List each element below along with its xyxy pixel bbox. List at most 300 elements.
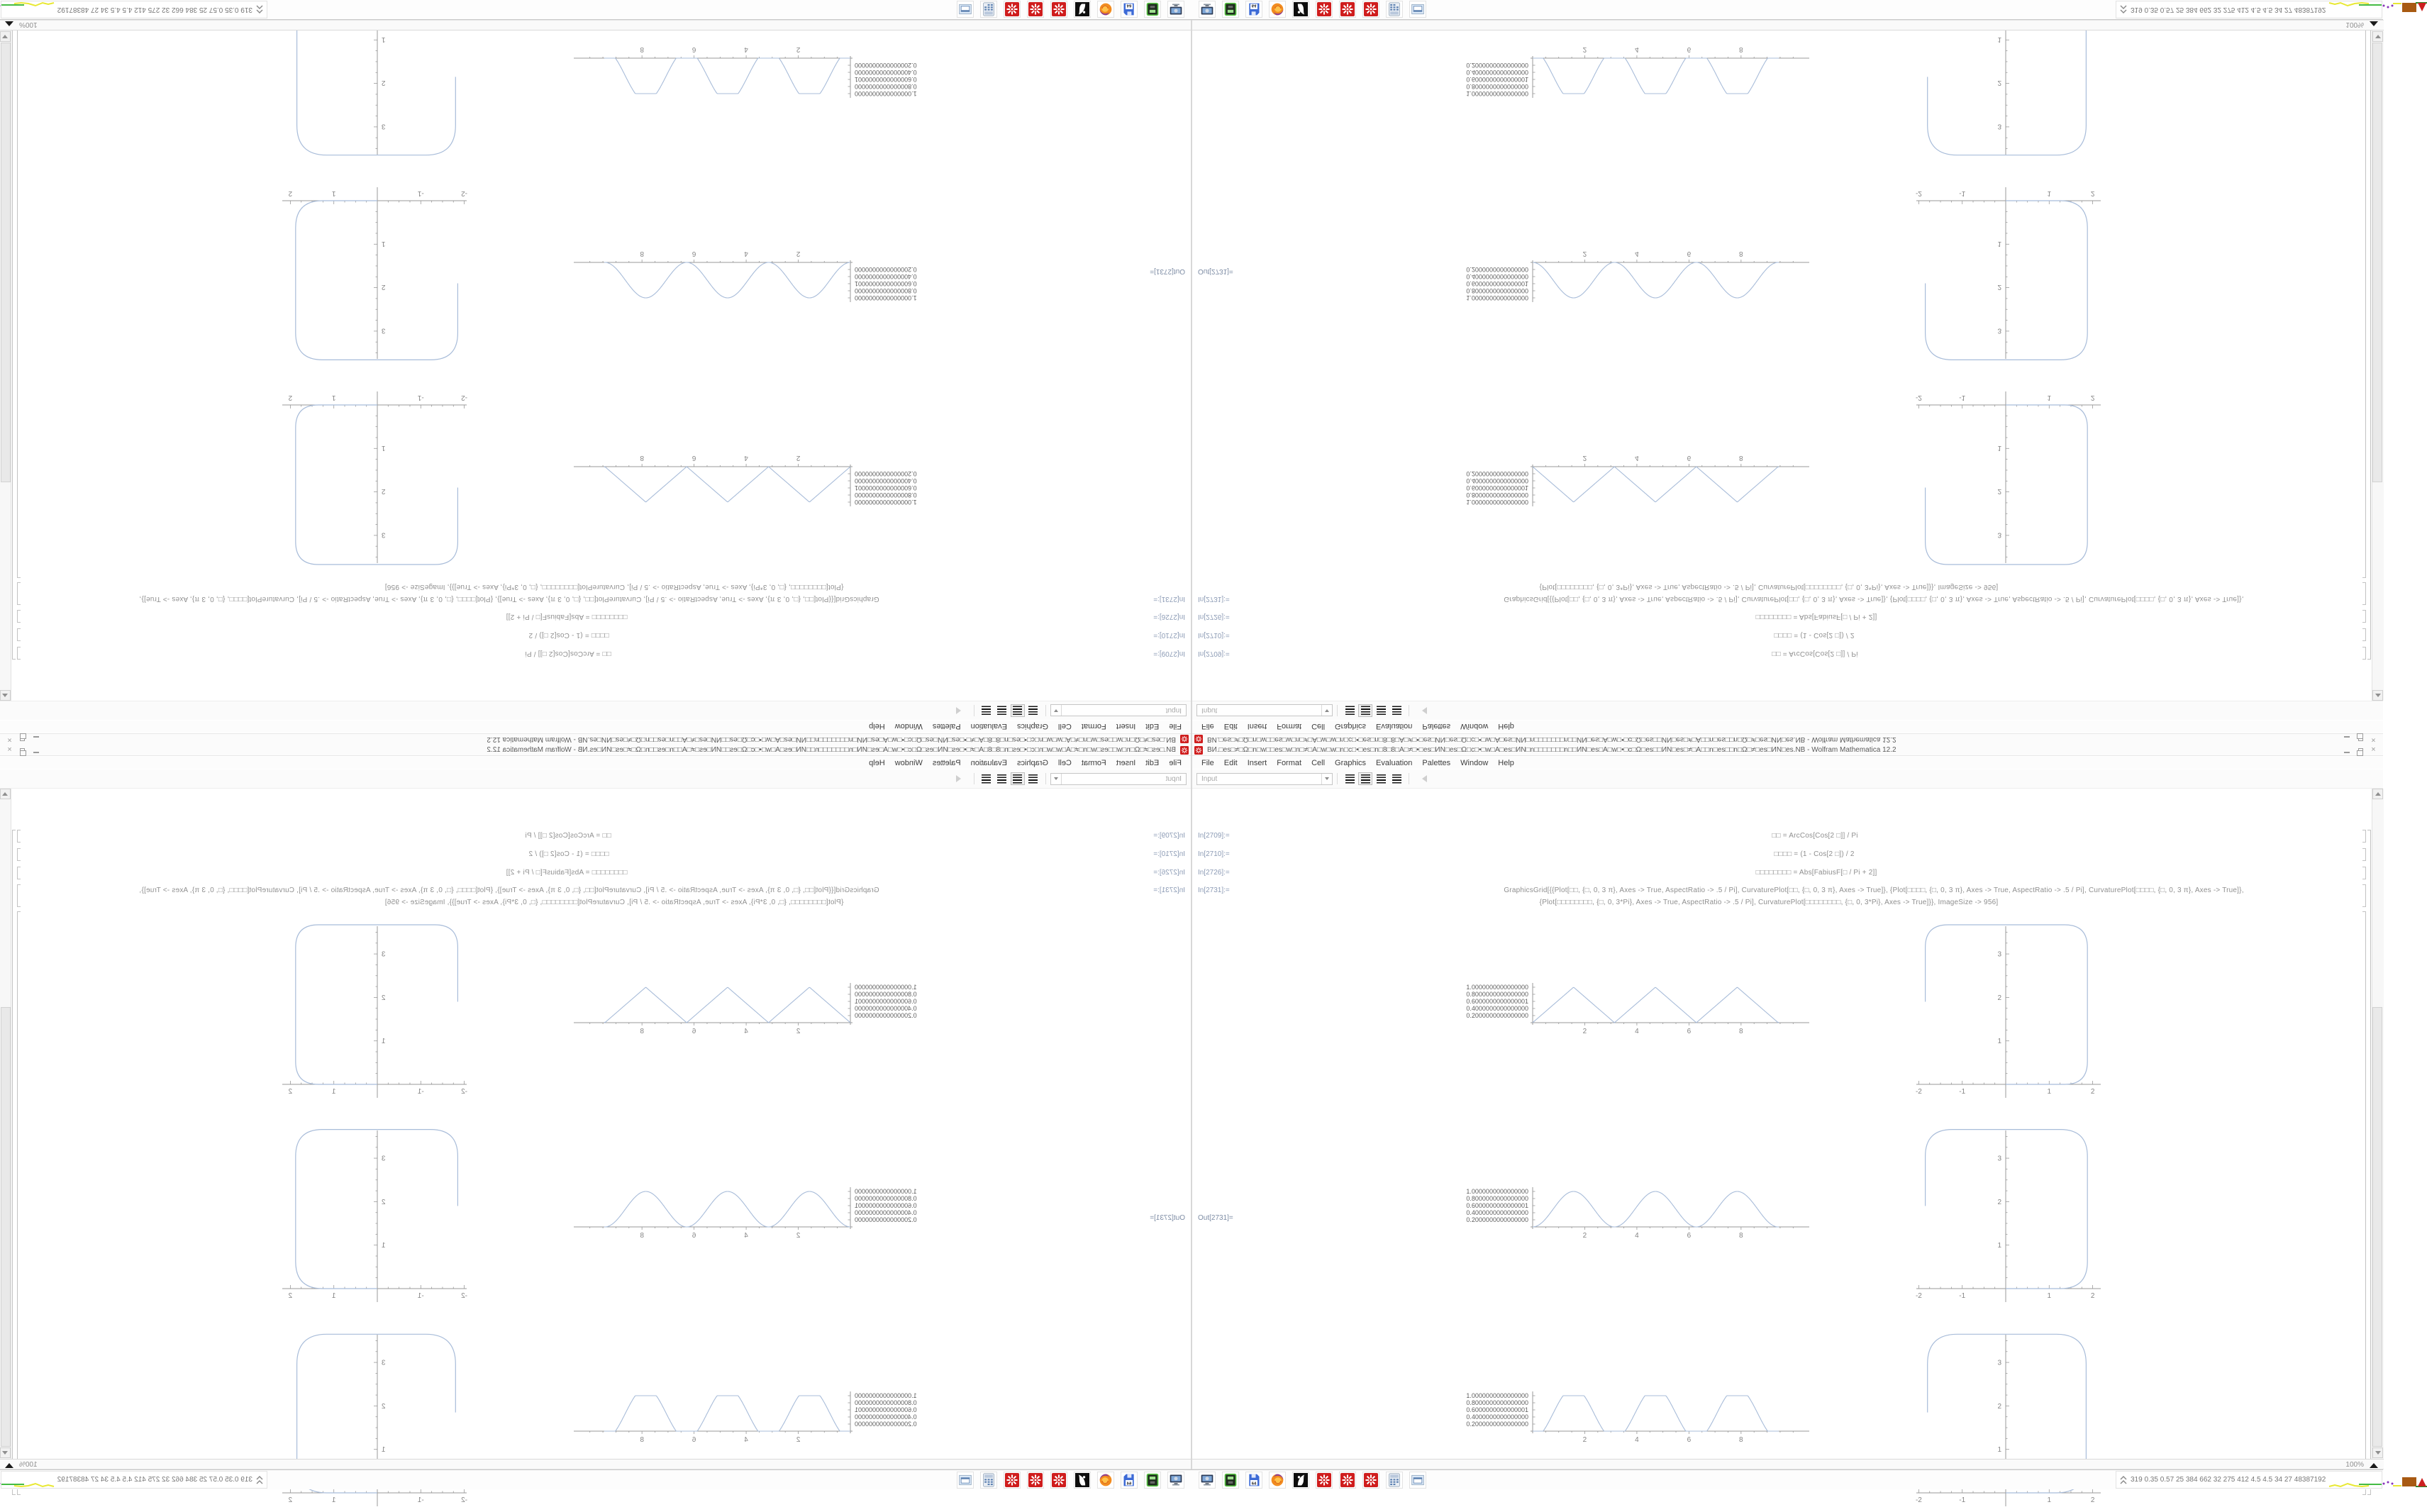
taskbar-icon-calculator[interactable] [980, 1, 997, 18]
minimize-button[interactable] [2343, 735, 2350, 743]
scroll-up-button[interactable] [0, 789, 11, 799]
svg-text:-2: -2 [1916, 1088, 1922, 1096]
align-left-button[interactable] [1026, 704, 1040, 717]
svg-text:2: 2 [2091, 1496, 2095, 1504]
dropdown-button[interactable] [1321, 706, 1332, 716]
svg-text:0.2000000000000000: 0.2000000000000000 [855, 1216, 917, 1223]
svg-text:8: 8 [1739, 454, 1743, 462]
taskbar-icon-mathematica-1[interactable] [1050, 1472, 1067, 1489]
svg-text:6: 6 [1687, 1028, 1692, 1035]
svg-text:8: 8 [1739, 45, 1743, 53]
menu-edit[interactable]: Edit [1140, 759, 1164, 767]
svg-text:8: 8 [1739, 250, 1743, 257]
restore-button[interactable] [19, 746, 27, 754]
format-toolbar [1192, 701, 2383, 720]
svg-text:4: 4 [1635, 45, 1639, 53]
cell-label-in2710: In[2710]:= [1153, 631, 1185, 639]
svg-text:0.6000000000000001: 0.6000000000000001 [1466, 1202, 1528, 1209]
menu-edit[interactable]: Edit [1219, 759, 1243, 767]
align-right-button[interactable] [1374, 772, 1388, 785]
menu-window[interactable]: Window [890, 723, 928, 731]
input-in2731-line1[interactable]: GraphicsGrid[{{Plot[□□, {□, 0, 3 π}, Axes -> True, AspectRatio -> .5 / Pi], CurvaturePlot[□□, {□, 0, 3 π}, Axes -> True]}, {Plot[□□□□, {□, 0, 3 π}, Axes -> True, AspectRatio -> .5 / Pi], CurvaturePlot[□□□□, {□, 0, 3 π}, Axes -> True]}, [139, 886, 879, 894]
menu-palettes[interactable]: Palettes [1417, 723, 1455, 731]
menu-help[interactable]: Help [1493, 759, 1519, 767]
menu-graphics[interactable]: Graphics [1330, 723, 1371, 731]
justify-button[interactable] [1389, 772, 1404, 785]
system-monitor-sparklines [0, 1, 55, 18]
taskbar-icon-floppy-64[interactable] [1121, 1472, 1138, 1489]
mathematica-spikey-icon [1180, 746, 1189, 755]
curvature-plot-2 [1914, 1129, 2104, 1308]
taskbar-icon-mathematica-2[interactable] [1339, 1472, 1356, 1489]
svg-text:0.2000000000000000: 0.2000000000000000 [1466, 1421, 1528, 1428]
svg-text:0.4000000000000000: 0.4000000000000000 [855, 1413, 917, 1421]
cell-bracket-in2726[interactable] [17, 610, 21, 623]
cell-bracket-in2710[interactable] [17, 628, 21, 641]
taskbar-icon-mathematica-2[interactable] [1027, 1472, 1044, 1489]
cell-bracket-in2709[interactable] [17, 830, 21, 843]
cell-group-bracket[interactable] [12, 0, 16, 660]
input-in2710[interactable]: □□□□ = (1 - Cos[2 □]) / 2 [528, 850, 609, 858]
menu-evaluation[interactable]: Evaluation [1371, 759, 1417, 767]
cell-bracket-in2731[interactable] [2362, 582, 2366, 605]
taskbar-icon-calculator[interactable] [980, 1472, 997, 1489]
magnification-value[interactable]: 100% [19, 1461, 38, 1469]
align-left-button[interactable] [1343, 772, 1357, 785]
svg-text:-2: -2 [461, 1292, 467, 1300]
window-titlebar[interactable] [0, 733, 1191, 745]
svg-text:3: 3 [1997, 951, 2001, 959]
svg-text:2: 2 [288, 1088, 292, 1096]
cell-bracket-in2709[interactable] [2362, 647, 2366, 660]
notebook-area[interactable] [0, 789, 1191, 1459]
justify-button[interactable] [979, 772, 994, 785]
collapse-toolbar-icon[interactable] [956, 707, 961, 714]
dropdown-button[interactable] [1051, 774, 1062, 784]
taskbar-icon-calculator[interactable] [1386, 1, 1403, 18]
taskbar-icon-display-settings[interactable] [1167, 1472, 1184, 1489]
svg-text:0.6000000000000001: 0.6000000000000001 [1466, 484, 1528, 491]
taskbar-icon-mathematica-2[interactable] [1339, 1, 1356, 18]
scroll-down-button[interactable] [0, 1447, 11, 1458]
justify-button[interactable] [1389, 704, 1404, 717]
svg-text:2: 2 [2091, 1088, 2095, 1096]
cell-style-dropdown[interactable] [1196, 705, 1333, 717]
svg-text:-1: -1 [1959, 189, 1965, 197]
window-titlebar[interactable] [1192, 733, 2383, 745]
horizontal-scrollbar[interactable] [1192, 1459, 2384, 1469]
cell-bracket-in2731[interactable] [17, 582, 21, 605]
align-right-button[interactable] [995, 772, 1009, 785]
taskbar-icon-window-app[interactable] [957, 1, 974, 18]
menu-edit[interactable]: Edit [1140, 723, 1164, 731]
align-right-button[interactable] [995, 704, 1009, 717]
menu-file[interactable]: File [1196, 759, 1219, 767]
dropdown-button[interactable] [1321, 774, 1332, 784]
input-in2731-line2[interactable]: {Plot[□□□□□□□□, {□, 0, 3*Pi}, Axes -> True, AspectRatio -> .5 / Pi], CurvaturePlot[□□□□□□□□, {□, 0, 3*Pi}, Axes -> True]}}, ImageSize -> 956] [1540, 583, 1999, 591]
firefox-icon [1099, 1473, 1113, 1487]
menu-cell[interactable]: Cell [1306, 759, 1330, 767]
taskbar-icon-mathematica-3[interactable] [1362, 1472, 1379, 1489]
menu-help[interactable]: Help [1493, 723, 1519, 731]
taskbar-icon-firefox[interactable] [1269, 1, 1286, 18]
menu-format[interactable]: Format [1077, 759, 1111, 767]
input-in2726[interactable]: □□□□□□□□ = Abs[FabiusF[□ / Pi + 2]] [1756, 869, 1877, 877]
svg-text:2: 2 [2091, 394, 2095, 401]
minimize-button[interactable] [2343, 746, 2350, 754]
input-in2710[interactable]: □□□□ = (1 - Cos[2 □]) / 2 [528, 631, 609, 639]
input-in2709[interactable]: □□ = ArcCos[Cos[2 □]] / Pi [1772, 832, 1857, 840]
svg-text:6: 6 [1687, 454, 1692, 462]
svg-text:0.2000000000000000: 0.2000000000000000 [1466, 470, 1528, 477]
taskbar-icon-green-cartridge[interactable] [1222, 1, 1239, 18]
menu-file[interactable]: File [1164, 723, 1187, 731]
horizontal-scrollbar[interactable] [0, 1459, 1191, 1469]
justify-button[interactable] [979, 704, 994, 717]
svg-text:6: 6 [692, 45, 696, 53]
align-left-icon [1345, 774, 1355, 784]
minimize-button[interactable] [33, 735, 40, 743]
magnification-value[interactable]: 100% [2345, 1461, 2364, 1469]
taskbar-icon-green-cartridge[interactable] [1222, 1472, 1239, 1489]
dropdown-button[interactable] [1051, 706, 1062, 716]
system-monitor-widget[interactable] [1, 1471, 267, 1489]
scroll-up-button[interactable] [2372, 789, 2383, 799]
horizontal-scrollbar[interactable] [0, 20, 1191, 30]
svg-text:6: 6 [1687, 250, 1692, 257]
curvature-plot-1 [1914, 925, 2104, 1104]
cell-style-dropdown[interactable] [1196, 773, 1333, 785]
svg-text:1: 1 [2048, 1496, 2052, 1504]
svg-text:8: 8 [640, 1436, 644, 1444]
menu-help[interactable]: Help [864, 759, 890, 767]
scrollbar-thumb[interactable] [1, 43, 11, 482]
cell-group-bracket[interactable] [2367, 0, 2371, 660]
taskbar-icon-dark-app[interactable] [1074, 1472, 1091, 1489]
menu-insert[interactable]: Insert [1243, 723, 1272, 731]
desktop-quadrant-tl [0, 0, 1192, 745]
svg-text:3: 3 [1997, 530, 2001, 538]
cell-bracket-out2731[interactable] [2362, 911, 2366, 1495]
minimize-button[interactable] [33, 746, 40, 754]
svg-text:0.4000000000000000: 0.4000000000000000 [1466, 1005, 1528, 1012]
align-center-icon [1013, 774, 1023, 784]
svg-text:1.0000000000000000: 1.0000000000000000 [855, 1392, 917, 1399]
menubar [1192, 721, 2383, 733]
cell-bracket-out2731[interactable] [17, 911, 21, 1495]
svg-text:2: 2 [382, 1199, 386, 1206]
svg-text:1.0000000000000000: 1.0000000000000000 [855, 984, 917, 991]
curvature-plot-1 [279, 386, 470, 565]
close-button[interactable]: × [6, 735, 13, 743]
cell-bracket-in2731[interactable] [17, 884, 21, 907]
svg-text:8: 8 [1739, 1028, 1743, 1035]
display-settings-icon [1169, 1473, 1183, 1487]
scroll-up-button[interactable] [0, 690, 11, 701]
svg-text:0.4000000000000000: 0.4000000000000000 [855, 69, 917, 76]
scroll-down-button[interactable] [0, 31, 11, 42]
svg-text:1.0000000000000000: 1.0000000000000000 [855, 294, 917, 301]
svg-text:2: 2 [1997, 1199, 2001, 1206]
taskbar [0, 0, 1192, 20]
magnification-menu-icon[interactable] [2370, 21, 2378, 26]
svg-text:0.4000000000000000: 0.4000000000000000 [855, 273, 917, 280]
align-center-button[interactable] [1011, 772, 1025, 785]
cell-bracket-in2710[interactable] [2362, 628, 2366, 641]
taskbar-icon-mathematica-3[interactable] [1004, 1472, 1021, 1489]
magnification-menu-icon[interactable] [2370, 1463, 2378, 1468]
taskbar-icon-mathematica-2[interactable] [1027, 1, 1044, 18]
menu-insert[interactable]: Insert [1111, 759, 1141, 767]
restore-button[interactable] [19, 735, 27, 743]
plot-sin2-wave [571, 1186, 934, 1240]
cell-style-value: Input [1062, 707, 1186, 715]
taskbar-icon-mathematica-3[interactable] [1362, 1, 1379, 18]
collapse-toolbar-icon[interactable] [1422, 707, 1427, 714]
system-monitor-values: 319 0.35 0.57 25 384 662 32 275 412 4.5 4.5 34 27 48387192 [2131, 6, 2326, 13]
mathematica-spikey-icon [1028, 1473, 1043, 1487]
menu-evaluation[interactable]: Evaluation [1371, 723, 1417, 731]
taskbar-icon-display-settings[interactable] [1167, 1, 1184, 18]
window-app-icon [1411, 1473, 1425, 1487]
cell-style-dropdown[interactable] [1050, 705, 1187, 717]
menu-format[interactable]: Format [1077, 723, 1111, 731]
svg-text:-1: -1 [417, 1292, 423, 1300]
taskbar-icon-green-cartridge[interactable] [1144, 1, 1161, 18]
scroll-down-button[interactable] [2372, 1447, 2383, 1458]
green-cartridge-icon [1145, 1473, 1160, 1487]
menu-graphics[interactable]: Graphics [1012, 723, 1053, 731]
cell-label-in2709: In[2709]:= [1153, 650, 1185, 657]
notebook-area[interactable] [0, 30, 1191, 701]
cell-bracket-in2709[interactable] [17, 647, 21, 660]
svg-text:0.4000000000000000: 0.4000000000000000 [1466, 477, 1528, 484]
svg-text:4: 4 [1635, 1436, 1639, 1444]
input-in2726[interactable]: □□□□□□□□ = Abs[FabiusF[□ / Pi + 2]] [506, 869, 628, 877]
close-button[interactable]: × [2370, 735, 2377, 743]
align-center-button[interactable] [1358, 772, 1372, 785]
firefox-icon [1099, 2, 1113, 16]
cell-bracket-in2726[interactable] [2362, 867, 2366, 879]
svg-text:0.2000000000000000: 0.2000000000000000 [855, 470, 917, 477]
menu-file[interactable]: File [1164, 759, 1187, 767]
taskbar-icon-green-cartridge[interactable] [1144, 1472, 1161, 1489]
taskbar-icon-mathematica-1[interactable] [1316, 1472, 1333, 1489]
taskbar-icon-firefox[interactable] [1097, 1472, 1114, 1489]
align-left-icon [1029, 706, 1038, 716]
chevron-down-icon [1054, 709, 1058, 712]
menu-palettes[interactable]: Palettes [928, 759, 966, 767]
taskbar-icon-window-app[interactable] [1409, 1472, 1426, 1489]
input-in2710[interactable]: □□□□ = (1 - Cos[2 □]) / 2 [1774, 631, 1854, 639]
floppy-64-icon [1247, 2, 1261, 16]
align-left-button[interactable] [1026, 772, 1040, 785]
window-titlebar[interactable] [0, 745, 1191, 756]
menu-cell[interactable]: Cell [1053, 723, 1077, 731]
svg-text:0.2000000000000000: 0.2000000000000000 [1466, 1216, 1528, 1223]
taskbar-icon-mathematica-3[interactable] [1004, 1, 1021, 18]
taskbar [1192, 1469, 2383, 1489]
mathematica-window [0, 20, 1192, 745]
scrollbar-thumb[interactable] [1, 1007, 11, 1447]
toolbar-separator [1045, 705, 1046, 716]
format-toolbar [0, 701, 1191, 720]
taskbar-icon-display-settings[interactable] [1199, 1, 1216, 18]
dark-app-icon [1075, 2, 1089, 16]
system-monitor-widget[interactable] [2116, 1, 2382, 18]
taskbar-icon-mathematica-1[interactable] [1050, 1, 1067, 18]
taskbar-icon-floppy-64[interactable] [1121, 1, 1138, 18]
align-left-button[interactable] [1343, 704, 1357, 717]
input-in2731-line2[interactable]: {Plot[□□□□□□□□, {□, 0, 3*Pi}, Axes -> True, AspectRatio -> .5 / Pi], CurvaturePlot[□□□□□□□□, {□, 0, 3*Pi}, Axes -> True]}}, ImageSize -> 956] [385, 899, 844, 906]
svg-text:1: 1 [331, 1292, 335, 1300]
svg-text:-1: -1 [417, 1496, 423, 1504]
cell-group-bracket[interactable] [12, 830, 16, 1495]
menu-insert[interactable]: Insert [1111, 723, 1141, 731]
menu-palettes[interactable]: Palettes [1417, 759, 1455, 767]
desktop-quadrant-bl [0, 745, 1192, 1489]
collapse-toolbar-icon[interactable] [956, 775, 961, 782]
mathematica-spikey-icon [1052, 2, 1066, 16]
svg-text:2: 2 [796, 45, 800, 53]
taskbar-icon-window-app[interactable] [957, 1472, 974, 1489]
svg-text:1: 1 [331, 1088, 335, 1096]
collapse-toolbar-icon[interactable] [1422, 775, 1427, 782]
cell-bracket-in2731[interactable] [2362, 884, 2366, 907]
menu-cell[interactable]: Cell [1306, 723, 1330, 731]
svg-text:1.0000000000000000: 1.0000000000000000 [1466, 1188, 1528, 1195]
menu-insert[interactable]: Insert [1243, 759, 1272, 767]
system-monitor-widget[interactable] [1, 1, 267, 18]
taskbar-icon-dark-app[interactable] [1292, 1, 1309, 18]
align-center-button[interactable] [1011, 704, 1025, 717]
menu-file[interactable]: File [1196, 723, 1219, 731]
taskbar-icon-window-app[interactable] [1409, 1, 1426, 18]
taskbar-icon-display-settings[interactable] [1199, 1472, 1216, 1489]
horizontal-scrollbar[interactable] [1192, 20, 2384, 30]
window-titlebar[interactable] [1192, 745, 2383, 756]
scroll-down-button[interactable] [2372, 31, 2383, 42]
taskbar-icon-calculator[interactable] [1386, 1472, 1403, 1489]
mathematica-spikey-icon [1180, 735, 1189, 744]
taskbar-icon-dark-app[interactable] [1292, 1472, 1309, 1489]
taskbar-icon-firefox[interactable] [1097, 1, 1114, 18]
magnification-value[interactable]: 100% [19, 21, 38, 28]
input-in2709[interactable]: □□ = ArcCos[Cos[2 □]] / Pi [525, 832, 611, 840]
close-button[interactable]: × [6, 746, 13, 754]
notebook-area[interactable] [1192, 30, 2384, 701]
menu-graphics[interactable]: Graphics [1330, 759, 1371, 767]
cell-bracket-out2731[interactable] [2362, 0, 2366, 578]
svg-text:1: 1 [331, 1496, 335, 1504]
svg-text:8: 8 [640, 45, 644, 53]
input-in2726[interactable]: □□□□□□□□ = Abs[FabiusF[□ / Pi + 2]] [506, 613, 628, 621]
green-cartridge-icon [1145, 2, 1160, 16]
mathematica-spikey-icon [1005, 1473, 1019, 1487]
menu-window[interactable]: Window [1455, 759, 1493, 767]
cell-bracket-in2710[interactable] [17, 848, 21, 861]
scrollbar-thumb[interactable] [2372, 43, 2382, 482]
svg-text:2: 2 [2091, 1292, 2095, 1300]
svg-text:0.4000000000000000: 0.4000000000000000 [1466, 273, 1528, 280]
cell-bracket-in2726[interactable] [17, 867, 21, 879]
restore-button[interactable] [2356, 735, 2364, 743]
taskbar-icon-floppy-64[interactable] [1245, 1, 1262, 18]
align-right-icon [1377, 706, 1386, 716]
cell-label-out2731: Out[2731]= [1198, 267, 1233, 275]
chevron-down-icon [1054, 777, 1058, 780]
svg-text:-1: -1 [417, 189, 423, 197]
menu-format[interactable]: Format [1272, 759, 1306, 767]
input-in2709[interactable]: □□ = ArcCos[Cos[2 □]] / Pi [525, 650, 611, 657]
align-center-button[interactable] [1358, 704, 1372, 717]
magnification-value[interactable]: 100% [2345, 21, 2364, 28]
svg-text:0.4000000000000000: 0.4000000000000000 [1466, 1413, 1528, 1421]
input-in2709[interactable]: □□ = ArcCos[Cos[2 □]] / Pi [1772, 650, 1857, 657]
taskbar-icon-firefox[interactable] [1269, 1472, 1286, 1489]
input-in2726[interactable]: □□□□□□□□ = Abs[FabiusF[□ / Pi + 2]] [1756, 613, 1877, 621]
svg-text:6: 6 [692, 1028, 696, 1035]
input-in2731-line2[interactable]: {Plot[□□□□□□□□, {□, 0, 3*Pi}, Axes -> True, AspectRatio -> .5 / Pi], CurvaturePlot[□□□□□□□□, {□, 0, 3*Pi}, Axes -> True]}}, ImageSize -> 956] [385, 583, 844, 591]
magnification-menu-icon[interactable] [5, 1463, 13, 1468]
cell-group-bracket[interactable] [2367, 830, 2371, 1495]
system-monitor-widget[interactable] [2116, 1471, 2382, 1489]
svg-text:3: 3 [382, 1155, 386, 1163]
restore-button[interactable] [2356, 746, 2364, 754]
menu-help[interactable]: Help [864, 723, 890, 731]
menu-format[interactable]: Format [1272, 723, 1306, 731]
svg-text:8: 8 [640, 1232, 644, 1240]
input-in2731-line2[interactable]: {Plot[□□□□□□□□, {□, 0, 3*Pi}, Axes -> True, AspectRatio -> .5 / Pi], CurvaturePlot[□□□□□□□□, {□, 0, 3*Pi}, Axes -> True]}}, ImageSize -> 956] [1540, 899, 1999, 906]
menu-window[interactable]: Window [1455, 723, 1493, 731]
close-button[interactable]: × [2370, 746, 2377, 754]
align-right-button[interactable] [1374, 704, 1388, 717]
magnification-menu-icon[interactable] [5, 21, 13, 26]
menu-evaluation[interactable]: Evaluation [966, 723, 1012, 731]
menu-edit[interactable]: Edit [1219, 723, 1243, 731]
cell-style-dropdown[interactable] [1050, 773, 1187, 785]
svg-text:6: 6 [1687, 45, 1692, 53]
svg-text:1: 1 [1997, 240, 2001, 248]
format-toolbar [1192, 769, 2383, 789]
menu-palettes[interactable]: Palettes [928, 723, 966, 731]
cell-bracket-out2731[interactable] [17, 0, 21, 578]
taskbar-icon-dark-app[interactable] [1074, 1, 1091, 18]
input-in2731-line1[interactable]: GraphicsGrid[{{Plot[□□, {□, 0, 3 π}, Axes -> True, AspectRatio -> .5 / Pi], CurvaturePlot[□□, {□, 0, 3 π}, Axes -> True]}, {Plot[□□□□, {□, 0, 3 π}, Axes -> True, AspectRatio -> .5 / Pi], CurvaturePlot[□□□□, {□, 0, 3 π}, Axes -> True]}, [1504, 886, 2243, 894]
input-in2710[interactable]: □□□□ = (1 - Cos[2 □]) / 2 [1774, 850, 1854, 858]
menu-cell[interactable]: Cell [1053, 759, 1077, 767]
scroll-up-button[interactable] [2372, 690, 2383, 701]
cell-label-out2731: Out[2731]= [1198, 1214, 1233, 1222]
curvature-plot-1 [1914, 386, 2104, 565]
menu-window[interactable]: Window [890, 759, 928, 767]
floppy-64-icon [1122, 2, 1136, 16]
cell-bracket-in2709[interactable] [2362, 830, 2366, 843]
taskbar-icon-mathematica-1[interactable] [1316, 1, 1333, 18]
cell-bracket-in2726[interactable] [2362, 610, 2366, 623]
notebook-area[interactable] [1192, 789, 2384, 1459]
calculator-icon [982, 1473, 996, 1487]
taskbar-icon-floppy-64[interactable] [1245, 1472, 1262, 1489]
svg-text:3: 3 [382, 951, 386, 959]
menu-evaluation[interactable]: Evaluation [966, 759, 1012, 767]
menu-graphics[interactable]: Graphics [1012, 759, 1053, 767]
input-in2731-line1[interactable]: GraphicsGrid[{{Plot[□□, {□, 0, 3 π}, Axes -> True, AspectRatio -> .5 / Pi], CurvaturePlot[□□, {□, 0, 3 π}, Axes -> True]}, {Plot[□□□□, {□, 0, 3 π}, Axes -> True, AspectRatio -> .5 / Pi], CurvaturePlot[□□□□, {□, 0, 3 π}, Axes -> True]}, [139, 595, 879, 603]
input-in2731-line1[interactable]: GraphicsGrid[{{Plot[□□, {□, 0, 3 π}, Axes -> True, AspectRatio -> .5 / Pi], CurvaturePlot[□□, {□, 0, 3 π}, Axes -> True]}, {Plot[□□□□, {□, 0, 3 π}, Axes -> True, AspectRatio -> .5 / Pi], CurvaturePlot[□□□□, {□, 0, 3 π}, Axes -> True]}, [1504, 595, 2243, 603]
scrollbar-thumb[interactable] [2372, 1007, 2382, 1447]
svg-text:2: 2 [1583, 1436, 1587, 1444]
cell-bracket-in2710[interactable] [2362, 848, 2366, 861]
